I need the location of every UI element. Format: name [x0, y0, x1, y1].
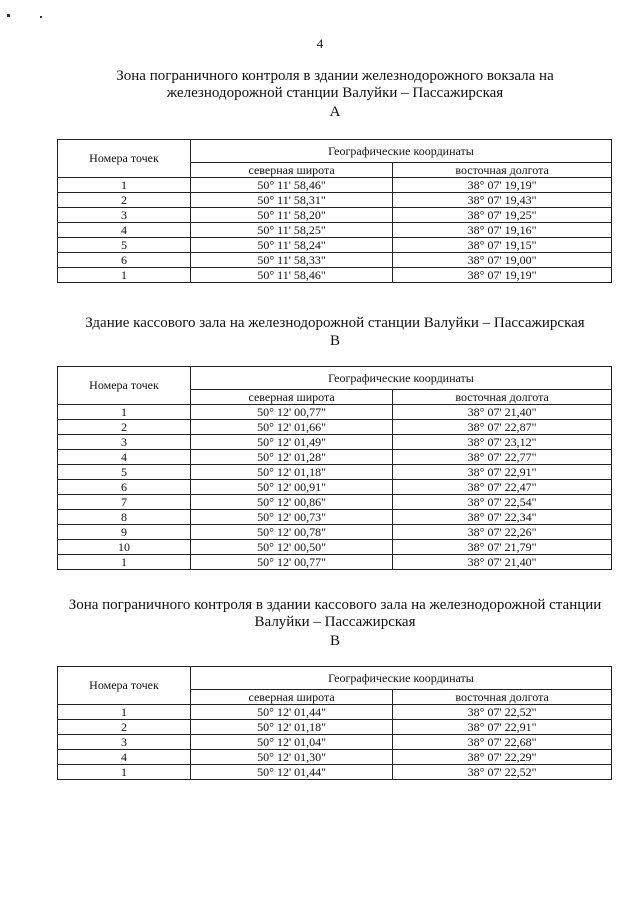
- longitude-cell: 38° 07' 23,12": [393, 435, 612, 450]
- point-number-cell: 8: [58, 510, 191, 525]
- latitude-cell: 50° 11' 58,20": [191, 208, 393, 223]
- header-point-number: Номера точек: [58, 667, 191, 705]
- longitude-cell: 38° 07' 22,47": [393, 480, 612, 495]
- point-number-cell: 1: [58, 178, 191, 193]
- header-point-number: Номера точек: [58, 367, 191, 405]
- latitude-cell: 50° 12' 00,86": [191, 495, 393, 510]
- header-latitude: северная широта: [191, 390, 393, 405]
- longitude-cell: 38° 07' 19,19": [393, 178, 612, 193]
- point-number-cell: 1: [58, 268, 191, 283]
- latitude-cell: 50° 12' 00,91": [191, 480, 393, 495]
- table-row: [58, 208, 612, 223]
- longitude-cell: 38° 07' 22,77": [393, 450, 612, 465]
- header-geo-coordinates: Географические координаты: [191, 667, 612, 690]
- table-row: [58, 555, 612, 570]
- point-number-cell: 2: [58, 720, 191, 735]
- table-row: [58, 405, 612, 420]
- latitude-cell: 50° 11' 58,31": [191, 193, 393, 208]
- latitude-cell: 50° 11' 58,33": [191, 253, 393, 268]
- section-a-title-line: Зона пограничного контроля в здании железнодорожного вокзала на: [116, 68, 554, 84]
- point-number-cell: 5: [58, 238, 191, 253]
- table-row: [58, 525, 612, 540]
- header-longitude: восточная долгота: [393, 163, 612, 178]
- longitude-cell: 38° 07' 22,87": [393, 420, 612, 435]
- table-row: [58, 238, 612, 253]
- point-number-cell: 2: [58, 420, 191, 435]
- table-row: [58, 450, 612, 465]
- point-number-cell: 1: [58, 765, 191, 780]
- section-b2-title-line: Зона пограничного контроля в здании кассового зала на железнодорожной станции: [68, 597, 602, 613]
- longitude-cell: 38° 07' 22,54": [393, 495, 612, 510]
- table-row: [58, 435, 612, 450]
- section-a-title: [55, 68, 615, 102]
- latitude-cell: 50° 12' 01,04": [191, 735, 393, 750]
- longitude-cell: 38° 07' 21,40": [393, 405, 612, 420]
- table-row: [58, 465, 612, 480]
- point-number-cell: 4: [58, 450, 191, 465]
- header-latitude: северная широта: [191, 163, 393, 178]
- latitude-cell: 50° 12' 00,73": [191, 510, 393, 525]
- point-number-cell: 3: [58, 208, 191, 223]
- header-geo-coordinates: Географические координаты: [191, 140, 612, 163]
- longitude-cell: 38° 07' 19,19": [393, 268, 612, 283]
- latitude-cell: 50° 12' 01,18": [191, 465, 393, 480]
- point-number-cell: 6: [58, 480, 191, 495]
- point-number-cell: 5: [58, 465, 191, 480]
- latitude-cell: 50° 12' 01,30": [191, 750, 393, 765]
- table-row: [58, 268, 612, 283]
- table-row: [58, 223, 612, 238]
- latitude-cell: 50° 11' 58,46": [191, 268, 393, 283]
- longitude-cell: 38° 07' 22,29": [393, 750, 612, 765]
- point-number-cell: 1: [58, 705, 191, 720]
- latitude-cell: 50° 11' 58,24": [191, 238, 393, 253]
- point-number-cell: 9: [58, 525, 191, 540]
- longitude-cell: 38° 07' 22,91": [393, 720, 612, 735]
- latitude-cell: 50° 11' 58,46": [191, 178, 393, 193]
- point-number-cell: 7: [58, 495, 191, 510]
- header-longitude: восточная долгота: [393, 690, 612, 705]
- latitude-cell: 50° 12' 01,44": [191, 705, 393, 720]
- table-row: [58, 178, 612, 193]
- point-number-cell: 6: [58, 253, 191, 268]
- coordinates-table-a: [57, 139, 612, 283]
- point-number-cell: 2: [58, 193, 191, 208]
- longitude-cell: 38° 07' 22,52": [393, 705, 612, 720]
- point-number-cell: 3: [58, 435, 191, 450]
- table-row: [58, 253, 612, 268]
- longitude-cell: 38° 07' 19,25": [393, 208, 612, 223]
- longitude-cell: 38° 07' 22,91": [393, 465, 612, 480]
- scan-mark: [7, 14, 10, 17]
- latitude-cell: 50° 12' 01,44": [191, 765, 393, 780]
- table-row: [58, 705, 612, 720]
- header-geo-coordinates: Географические координаты: [191, 367, 612, 390]
- point-number-cell: 4: [58, 750, 191, 765]
- longitude-cell: 38° 07' 19,16": [393, 223, 612, 238]
- table-row: [58, 495, 612, 510]
- coordinates-table-b2: [57, 666, 612, 780]
- coordinates-table-b1: [57, 366, 612, 570]
- longitude-cell: 38° 07' 19,15": [393, 238, 612, 253]
- table-row: [58, 420, 612, 435]
- longitude-cell: 38° 07' 22,68": [393, 735, 612, 750]
- table-row: [58, 720, 612, 735]
- section-b2-title-line: Валуйки – Пассажирская: [254, 614, 416, 630]
- section-a-title-line: железнодорожной станции Валуйки – Пассажирская: [166, 85, 504, 101]
- longitude-cell: 38° 07' 19,43": [393, 193, 612, 208]
- section-a-letter: А: [329, 104, 341, 120]
- longitude-cell: 38° 07' 21,79": [393, 540, 612, 555]
- latitude-cell: 50° 12' 00,77": [191, 555, 393, 570]
- section-b1-title-line: Здание кассового зала на железнодорожной станции Валуйки – Пассажирская: [85, 315, 585, 331]
- latitude-cell: 50° 12' 00,50": [191, 540, 393, 555]
- point-number-cell: 1: [58, 405, 191, 420]
- section-b2-letter: В: [329, 633, 340, 649]
- point-number-cell: 10: [58, 540, 191, 555]
- section-b1-letter: В: [329, 333, 340, 349]
- longitude-cell: 38° 07' 22,26": [393, 525, 612, 540]
- table-row: [58, 750, 612, 765]
- table-row: [58, 480, 612, 495]
- latitude-cell: 50° 12' 01,28": [191, 450, 393, 465]
- point-number-cell: 1: [58, 555, 191, 570]
- table-row: [58, 510, 612, 525]
- latitude-cell: 50° 12' 01,18": [191, 720, 393, 735]
- header-longitude: восточная долгота: [393, 390, 612, 405]
- page-number: 4: [316, 36, 324, 51]
- header-point-number: Номера точек: [58, 140, 191, 178]
- latitude-cell: 50° 12' 01,49": [191, 435, 393, 450]
- point-number-cell: 4: [58, 223, 191, 238]
- table-row: [58, 540, 612, 555]
- latitude-cell: 50° 12' 01,66": [191, 420, 393, 435]
- header-latitude: северная широта: [191, 690, 393, 705]
- scan-mark: [40, 16, 42, 18]
- latitude-cell: 50° 12' 00,77": [191, 405, 393, 420]
- section-b1-title: [55, 315, 615, 332]
- table-row: [58, 765, 612, 780]
- latitude-cell: 50° 12' 00,78": [191, 525, 393, 540]
- longitude-cell: 38° 07' 19,00": [393, 253, 612, 268]
- table-row: [58, 735, 612, 750]
- point-number-cell: 3: [58, 735, 191, 750]
- longitude-cell: 38° 07' 21,40": [393, 555, 612, 570]
- section-b2-title: [55, 597, 615, 631]
- latitude-cell: 50° 11' 58,25": [191, 223, 393, 238]
- table-row: [58, 193, 612, 208]
- longitude-cell: 38° 07' 22,52": [393, 765, 612, 780]
- longitude-cell: 38° 07' 22,34": [393, 510, 612, 525]
